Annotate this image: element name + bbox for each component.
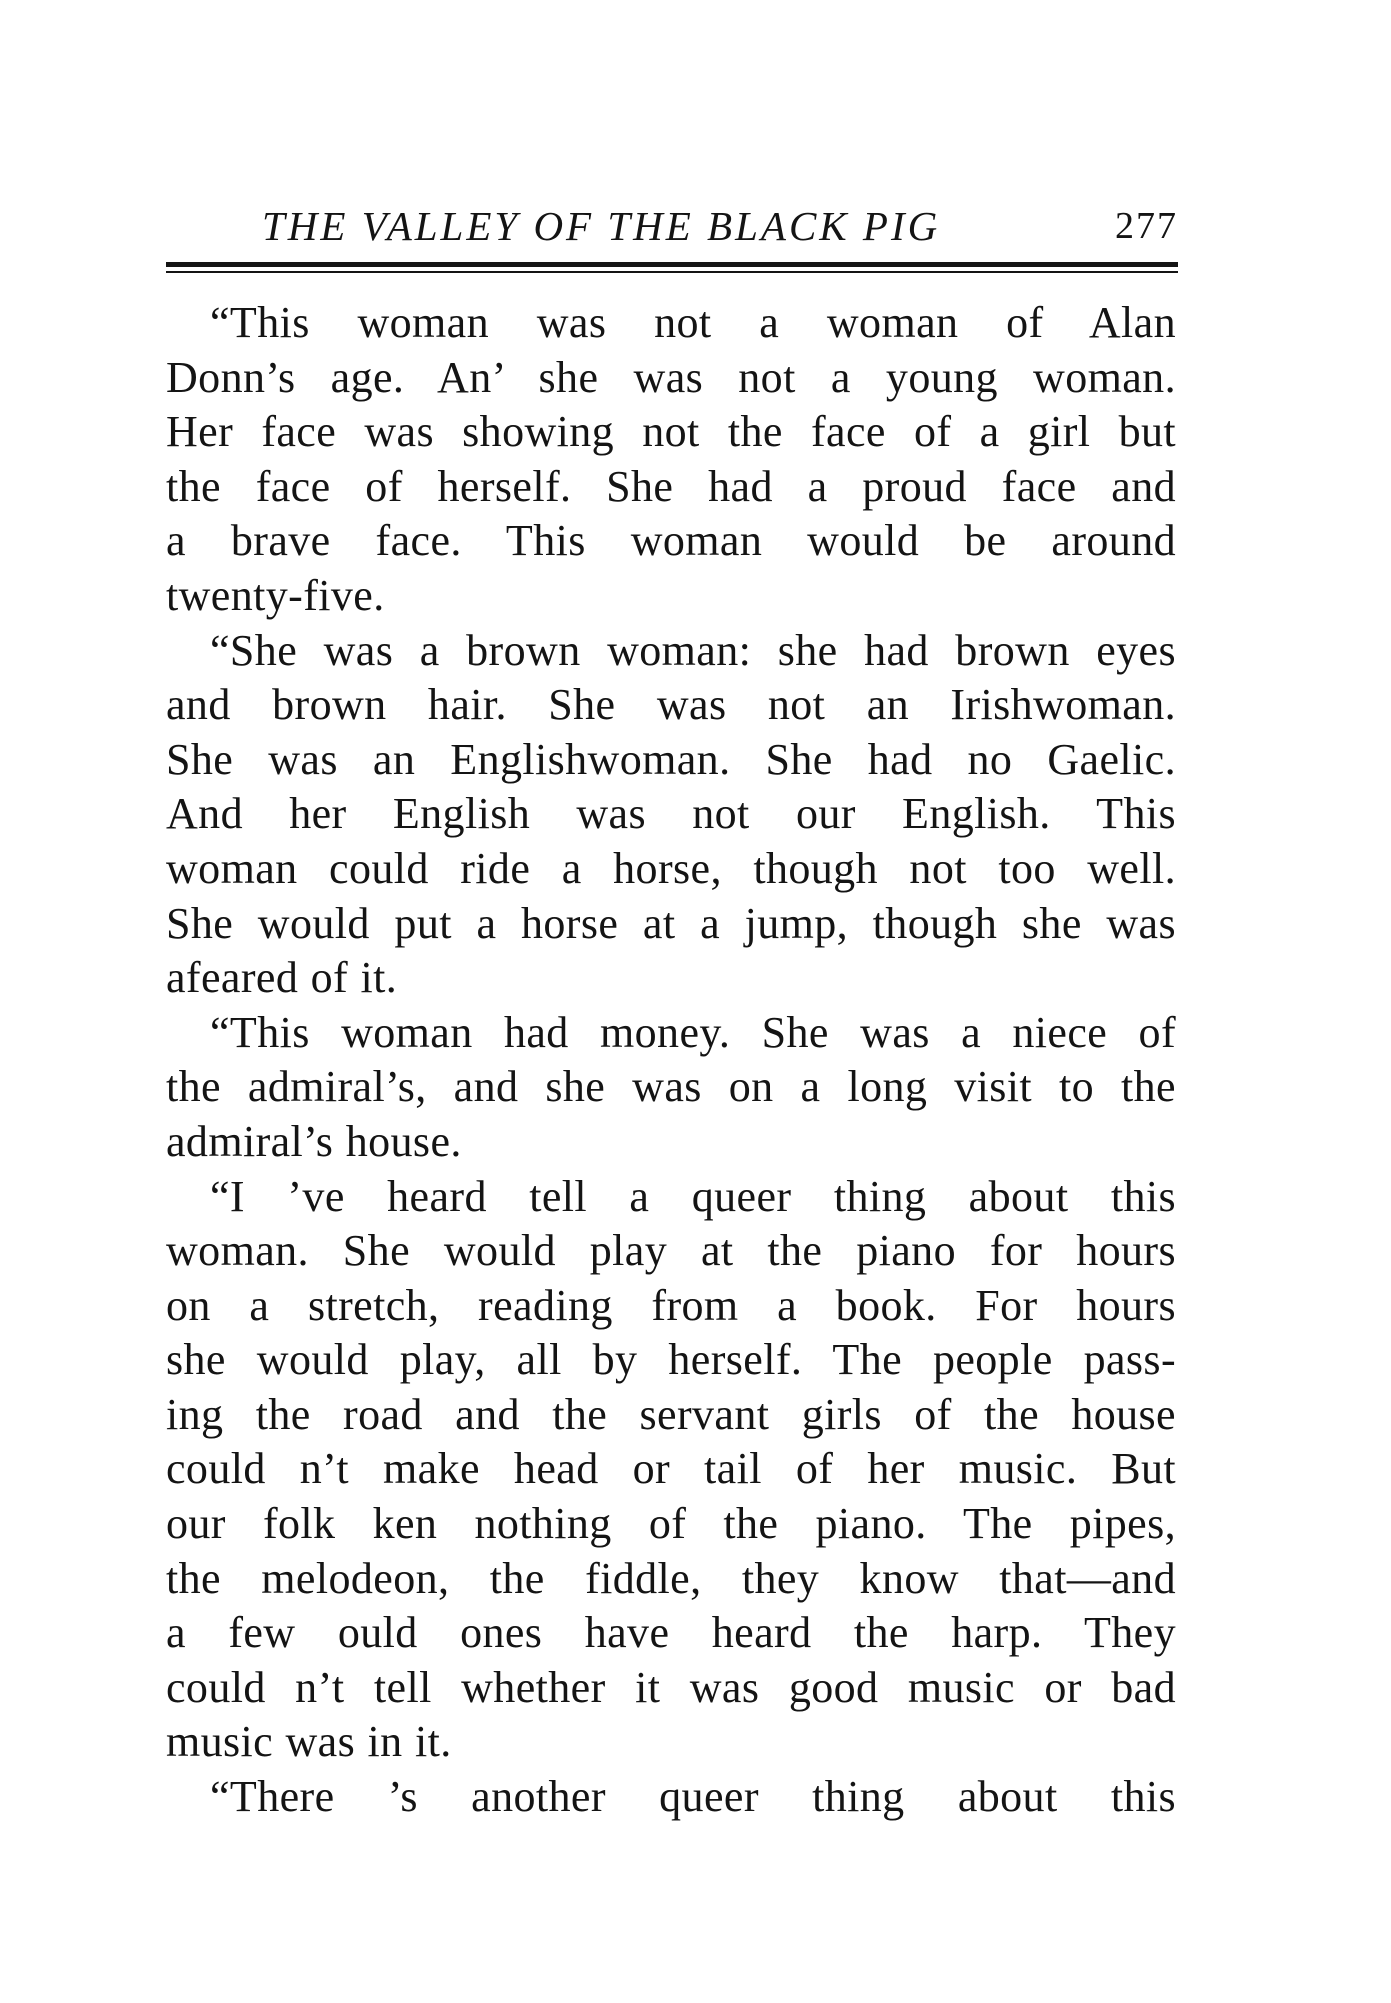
paragraph [166, 296, 1176, 624]
paragraph [166, 1770, 1176, 1825]
text-line: could n’t tell whether it was good music or bad [166, 1662, 1176, 1712]
text-line: Her face was showing not the face of a girl but [166, 407, 1176, 457]
text-line: could n’t make head or tail of her music. But [166, 1444, 1176, 1494]
text-line: “There ’s another queer thing about this [210, 1772, 1176, 1822]
text-line: the admiral’s, and she was on a long visit to the [166, 1062, 1176, 1112]
text-line: “She was a brown woman: she had brown eyes [210, 625, 1176, 675]
text-line: And her English was not our English. This [166, 789, 1176, 839]
text-line: twenty-five. [166, 570, 385, 620]
paragraph [166, 1170, 1176, 1771]
text-line: She would put a horse at a jump, though she was [166, 898, 1176, 948]
text-line: our folk ken nothing of the piano. The pipes, [166, 1499, 1176, 1549]
text-line: a brave face. This woman would be around [166, 516, 1176, 566]
text-line: woman. She would play at the piano for hours [166, 1226, 1176, 1276]
text-line: she would play, all by herself. The people pass- [166, 1335, 1176, 1385]
text-line: “I ’ve heard tell a queer thing about this [210, 1171, 1176, 1221]
running-title: THE VALLEY OF THE BLACK PIG [262, 203, 941, 249]
paragraph [166, 1006, 1176, 1170]
text-line: on a stretch, reading from a book. For hours [166, 1280, 1176, 1330]
text-line: music was in it. [166, 1717, 452, 1767]
text-line: admiral’s house. [166, 1116, 462, 1166]
text-line: Donn’s age. An’ she was not a young woman. [166, 352, 1176, 402]
text-line: a few ould ones have heard the harp. They [166, 1608, 1176, 1658]
text-line: afeared of it. [166, 953, 398, 1003]
running-head [166, 200, 1178, 252]
text-line: ing the road and the servant girls of the house [166, 1389, 1176, 1439]
text-line: and brown hair. She was not an Irishwoman. [166, 680, 1176, 730]
page-number: 277 [1115, 205, 1178, 247]
text-line: the melodeon, the fiddle, they know that—and [166, 1553, 1176, 1603]
paragraph [166, 624, 1176, 1006]
text-line: woman could ride a horse, though not too well. [166, 843, 1176, 893]
header-rule-thin [166, 271, 1178, 273]
header-rule-thick [166, 262, 1178, 267]
text-line: “This woman had money. She was a niece of [210, 1007, 1176, 1057]
text-line: “This woman was not a woman of Alan [210, 298, 1176, 347]
body-text [166, 296, 1176, 1825]
text-line: She was an Englishwoman. She had no Gaelic. [166, 734, 1176, 784]
text-line: the face of herself. She had a proud face and [166, 461, 1176, 511]
